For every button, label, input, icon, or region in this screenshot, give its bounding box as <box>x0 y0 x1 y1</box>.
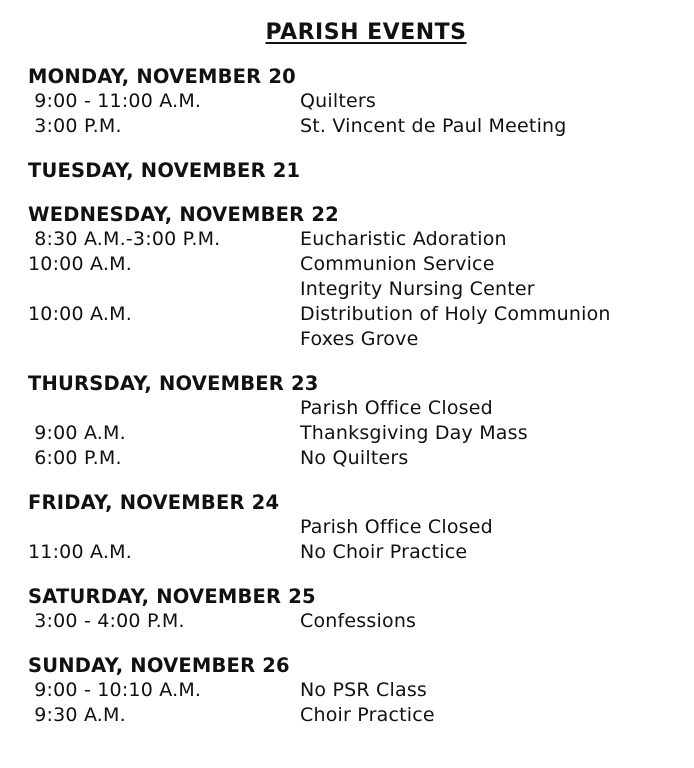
page-title: PARISH EVENTS <box>265 20 467 45</box>
day-heading: MONDAY, NOVEMBER 20 <box>28 65 296 88</box>
event-time: 9:00 A.M. <box>28 422 126 444</box>
event-name: Communion Service <box>300 253 495 275</box>
event-time: 3:00 P.M. <box>28 115 122 137</box>
event-row <box>28 515 678 540</box>
day-heading: SATURDAY, NOVEMBER 25 <box>28 585 316 608</box>
event-row <box>28 421 678 446</box>
event-name: Integrity Nursing Center <box>300 278 535 300</box>
event-name: Eucharistic Adoration <box>300 228 507 250</box>
day-block <box>28 202 678 352</box>
day-heading: THURSDAY, NOVEMBER 23 <box>28 372 319 395</box>
event-name: No PSR Class <box>300 679 428 701</box>
event-name: No Quilters <box>300 447 409 469</box>
event-name: Parish Office Closed <box>300 397 493 419</box>
event-row <box>28 227 678 252</box>
event-time: 11:00 A.M. <box>28 541 132 563</box>
event-time <box>28 515 300 540</box>
event-row <box>28 252 678 277</box>
event-time: 9:00 - 11:00 A.M. <box>28 90 202 112</box>
event-name: Distribution of Holy Communion <box>300 303 611 325</box>
event-time: 3:00 - 4:00 P.M. <box>28 610 185 632</box>
day-block <box>28 584 678 634</box>
day-block <box>28 64 678 139</box>
event-row <box>28 609 678 634</box>
events-schedule <box>28 64 678 747</box>
event-name: Thanksgiving Day Mass <box>300 422 528 444</box>
day-block <box>28 653 678 728</box>
event-time: 10:00 A.M. <box>28 253 132 275</box>
event-time: 10:00 A.M. <box>28 303 132 325</box>
event-time: 8:30 A.M.-3:00 P.M. <box>28 228 221 250</box>
event-row <box>28 89 678 114</box>
event-name: Quilters <box>300 90 377 112</box>
event-time: 6:00 P.M. <box>28 447 122 469</box>
event-name: Confessions <box>300 610 417 632</box>
event-name: Choir Practice <box>300 704 435 726</box>
event-time <box>28 327 300 352</box>
event-time <box>28 277 300 302</box>
event-row <box>28 703 678 728</box>
event-row <box>28 327 678 352</box>
day-block <box>28 371 678 471</box>
event-time: 9:00 - 10:10 A.M. <box>28 679 202 701</box>
event-name: No Choir Practice <box>300 541 468 563</box>
event-name: St. Vincent de Paul Meeting <box>300 115 567 137</box>
event-time: 9:30 A.M. <box>28 704 126 726</box>
day-block <box>28 490 678 565</box>
event-row <box>28 302 678 327</box>
event-row <box>28 540 678 565</box>
event-time <box>28 396 300 421</box>
event-row <box>28 678 678 703</box>
day-heading: SUNDAY, NOVEMBER 26 <box>28 654 290 677</box>
event-row <box>28 114 678 139</box>
day-heading: FRIDAY, NOVEMBER 24 <box>28 491 280 514</box>
day-block <box>28 158 678 183</box>
event-row <box>28 446 678 471</box>
day-heading: WEDNESDAY, NOVEMBER 22 <box>28 203 339 226</box>
event-name: Foxes Grove <box>300 328 419 350</box>
event-row <box>28 277 678 302</box>
event-name: Parish Office Closed <box>300 516 493 538</box>
day-heading: TUESDAY, NOVEMBER 21 <box>28 159 301 182</box>
event-row <box>28 396 678 421</box>
